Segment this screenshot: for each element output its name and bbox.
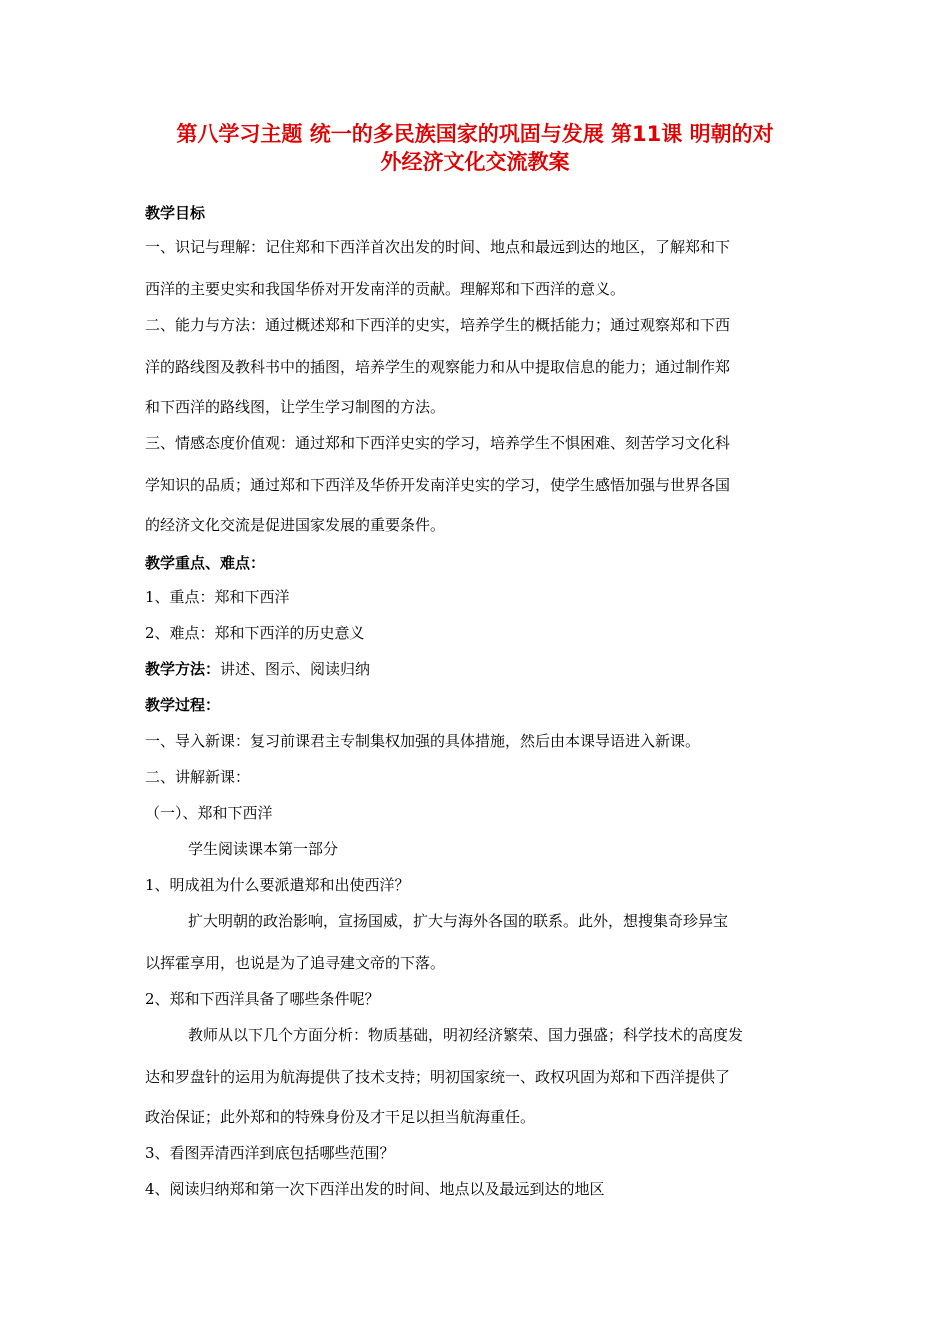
paragraph-line: 西洋的主要史实和我国华侨对开发南洋的贡献。理解郑和下西洋的意义。 bbox=[145, 280, 626, 298]
paragraph-line: 2、难点：郑和下西洋的历史意义 bbox=[145, 624, 365, 642]
paragraph-line: 1、重点：郑和下西洋 bbox=[145, 588, 290, 606]
paragraph-line: 政治保证；此外郑和的特殊身份及才干足以担当航海重任。 bbox=[145, 1108, 536, 1126]
paragraph-line: 一、导入新课：复习前课君主专制集权加强的具体措施，然后由本课导语进入新课。 bbox=[145, 732, 701, 750]
paragraph-line: 扩大明朝的政治影响，宣扬国威，扩大与海外各国的联系。此外，想搜集奇珍异宝 bbox=[188, 912, 729, 930]
paragraph-line: 教师从以下几个方面分析：物质基础，明初经济繁荣、国力强盛；科学技术的高度发 bbox=[188, 1026, 744, 1044]
paragraph-line: 学知识的品质；通过郑和下西洋及华侨开发南洋史实的学习，使学生感悟加强与世界各国 bbox=[145, 476, 731, 494]
paragraph-line: 学生阅读课本第一部分 bbox=[188, 840, 339, 858]
paragraph-line: 二、讲解新课： bbox=[145, 768, 251, 786]
section-heading-process: 教学过程： bbox=[145, 696, 221, 714]
methods-text: 讲述、图示、阅读归纳 bbox=[220, 660, 371, 678]
section-heading-key-points: 教学重点、难点： bbox=[145, 554, 266, 572]
title-line-1: 第八学习主题 统一的多民族国家的巩固与发展 第11课 明朝的对 bbox=[176, 122, 774, 146]
paragraph-line: 二、能力与方法：通过概述郑和下西洋的史实，培养学生的概括能力；通过观察郑和下西 bbox=[145, 316, 731, 334]
paragraph-line: 以挥霍享用，也说是为了追寻建文帝的下落。 bbox=[145, 954, 446, 972]
title-line-2: 外经济文化交流教案 bbox=[380, 150, 570, 174]
paragraph-line: 洋的路线图及教科书中的插图，培养学生的观察能力和从中提取信息的能力；通过制作郑 bbox=[145, 358, 731, 376]
question-line: 3、看图弄清西洋到底包括哪些范围？ bbox=[145, 1144, 395, 1162]
paragraph-line: 三、情感态度价值观：通过郑和下西洋史实的学习，培养学生不惧困难、刻苦学习文化科 bbox=[145, 434, 731, 452]
question-line: 2、郑和下西洋具备了哪些条件呢？ bbox=[145, 990, 380, 1008]
section-heading-objectives: 教学目标 bbox=[145, 204, 206, 222]
subsection-heading: （一）、郑和下西洋 bbox=[145, 804, 273, 822]
question-line: 1、明成祖为什么要派遣郑和出使西洋？ bbox=[145, 876, 410, 894]
section-heading-methods: 教学方法： bbox=[145, 660, 221, 678]
question-line: 4、阅读归纳郑和第一次下西洋出发的时间、地点以及最远到达的地区 bbox=[145, 1180, 605, 1198]
paragraph-line: 的经济文化交流是促进国家发展的重要条件。 bbox=[145, 516, 446, 534]
teaching-methods-line bbox=[145, 658, 815, 679]
paragraph-line: 和下西洋的路线图，让学生学习制图的方法。 bbox=[145, 398, 446, 416]
paragraph-line: 一、识记与理解：记住郑和下西洋首次出发的时间、地点和最远到达的地区，了解郑和下 bbox=[145, 238, 731, 256]
paragraph-line: 达和罗盘针的运用为航海提供了技术支持；明初国家统一、政权巩固为郑和下西洋提供了 bbox=[145, 1068, 731, 1086]
document-title bbox=[120, 120, 830, 176]
